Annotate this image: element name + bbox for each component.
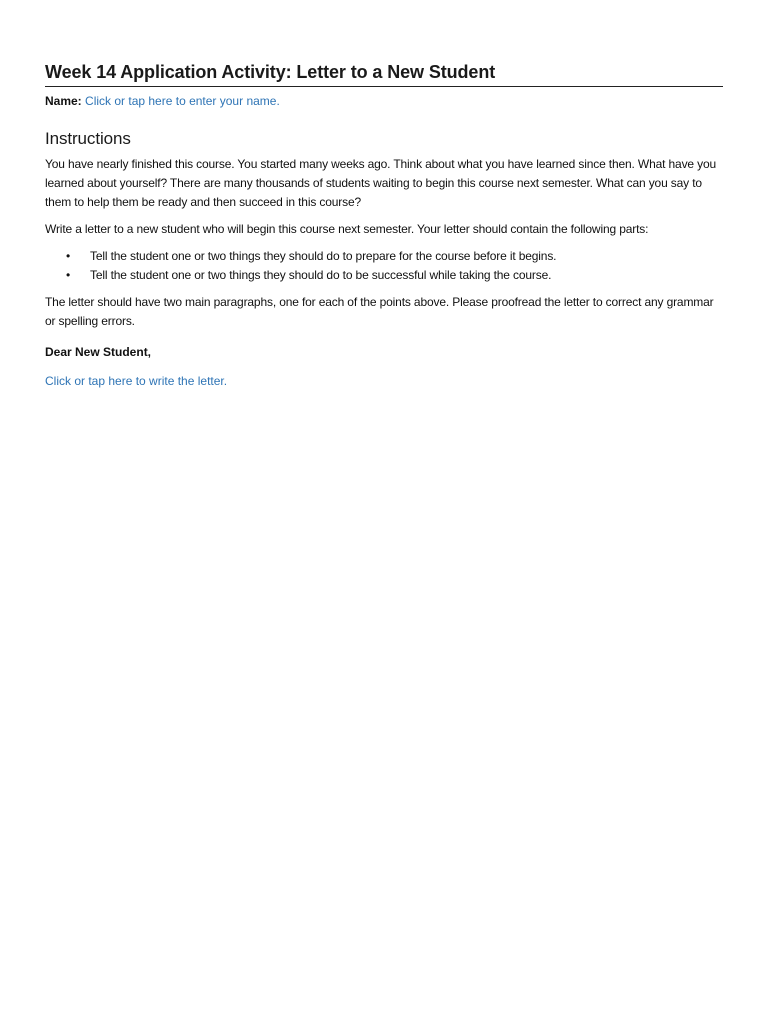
bullet-text: Tell the student one or two things they should do to prepare for the course before it begins. <box>90 249 557 263</box>
letter-input-placeholder[interactable]: Click or tap here to write the letter. <box>45 374 228 388</box>
bullet-list <box>45 247 723 285</box>
closing-paragraph: The letter should have two main paragraphs, one for each of the points above. Please proofread the letter to correct any grammar or spelling errors. <box>45 295 714 328</box>
intro-paragraph: You have nearly finished this course. You started many weeks ago. Think about what you have learned since then. What have you learned about yourself? There are many thousands of students waiting to begin this course next semester. What can you say to them to help them be ready and then succeed in this course? <box>45 157 717 209</box>
document-title: Week 14 Application Activity: Letter to a New Student <box>45 62 723 87</box>
instructions-heading: Instructions <box>45 129 131 148</box>
name-input-placeholder[interactable]: Click or tap here to enter your name. <box>85 94 280 108</box>
name-line <box>45 93 723 109</box>
document-page <box>45 62 723 391</box>
salutation: Dear New Student, <box>45 345 152 359</box>
name-label: Name: <box>45 94 82 108</box>
task-paragraph: Write a letter to a new student who will begin this course next semester. Your letter should contain the following parts: <box>45 222 649 236</box>
bullet-text: Tell the student one or two things they should do to be successful while taking the course. <box>90 268 552 282</box>
list-item <box>45 247 723 266</box>
bullet-icon: • <box>66 249 71 263</box>
bullet-icon: • <box>66 268 71 282</box>
list-item <box>45 266 723 285</box>
